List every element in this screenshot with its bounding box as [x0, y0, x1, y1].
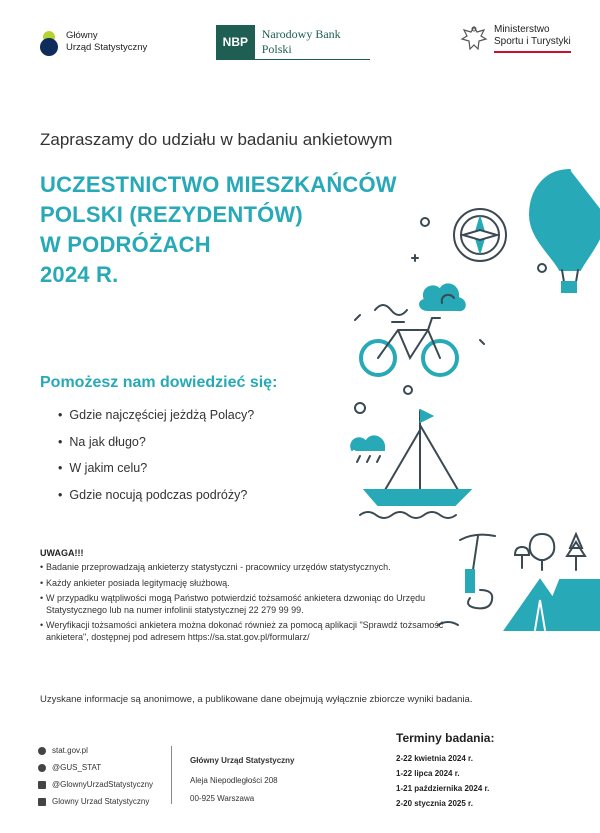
social-text: Glowny Urzad Statystyczny — [52, 797, 150, 806]
social-facebook[interactable] — [38, 776, 153, 793]
questions-list — [58, 402, 254, 508]
eagle-emblem-icon — [460, 24, 488, 54]
note-item: • W przypadku wątpliwości mogą Państwo potwierdzić tożsamość ankietera dzwoniąc do Urzędu Statystycznego lub na numer infolinii statystycznej 22 279 99 99. — [40, 593, 470, 616]
questions-heading: Pomożesz nam dowiedzieć się: — [40, 374, 278, 391]
survey-date: 2-20 stycznia 2025 r. — [396, 799, 473, 808]
social-links — [38, 742, 153, 810]
survey-dates — [396, 731, 494, 811]
title-line: 2024 R. — [40, 262, 119, 287]
gus-logo-icon — [38, 28, 60, 56]
question-item: • Gdzie nocują podczas podróży? — [58, 482, 254, 509]
note-item: • Weryfikacji tożsamości ankietera można dokonać również za pomocą aplikacji "Sprawdź tożsamość ankietera", dostępnej pod adresem https://sa.stat.gov.pl/formularz/ — [40, 620, 470, 643]
invite-text: Zapraszamy do udziału w badaniu ankietowym — [40, 130, 393, 149]
nbp-name: Narodowy Bank Polski — [261, 27, 341, 56]
survey-dates-heading: Terminy badania: — [396, 731, 495, 745]
rain-cloud-icon — [351, 436, 384, 462]
sailboat-icon — [360, 410, 470, 518]
social-linkedin[interactable] — [38, 793, 153, 810]
nbp-mark: NBP — [216, 25, 255, 59]
social-text: @GlownyUrzadStatystyczny — [52, 780, 154, 789]
trees-icon — [515, 534, 585, 570]
anonymity-statement: Uzyskane informacje są anonimowe, a publikowane dane obejmują wyłącznie zbiorcze wyniki badania. — [40, 694, 473, 705]
msit-line2: Sportu i Turystyki — [494, 36, 571, 47]
msit-logo — [460, 24, 571, 54]
survey-date: 2-22 kwietnia 2024 r. — [396, 754, 473, 763]
note-item: • Badanie przeprowadzają ankieterzy statystyczni - pracownicy urzędów statystycznych. — [40, 562, 470, 574]
social-text: @GUS_STAT — [52, 763, 102, 772]
question-item: • Gdzie najczęściej jeżdżą Polacy? — [58, 402, 254, 429]
title-line: UCZESTNICTWO MIESZKAŃCÓW — [40, 172, 397, 197]
survey-date: 1-22 lipca 2024 r. — [396, 769, 460, 778]
linkedin-icon — [38, 798, 46, 806]
address-street: Aleja Niepodległości 208 — [190, 776, 278, 785]
globe-icon — [38, 747, 46, 755]
social-text: stat.gov.pl — [52, 746, 88, 755]
gus-logo — [38, 28, 147, 56]
facebook-icon — [38, 781, 46, 789]
title-line: W PODRÓŻACH — [40, 232, 211, 257]
address-city: 00-925 Warszawa — [190, 794, 255, 803]
nbp-logo — [216, 25, 370, 60]
footer-divider — [171, 746, 172, 804]
gus-logo-line1: Główny — [66, 30, 98, 41]
address-name: Główny Urząd Statystyczny — [190, 756, 295, 765]
msit-line1: Ministerstwo — [494, 24, 550, 35]
social-website[interactable] — [38, 742, 153, 759]
gus-logo-line2: Urząd Statystyczny — [66, 42, 148, 53]
compass-icon — [454, 209, 506, 261]
survey-date: 1-21 października 2024 r. — [396, 784, 490, 793]
address-block — [190, 756, 294, 804]
tent-icon — [505, 580, 600, 630]
notes-list — [40, 562, 470, 647]
note-item: • Każdy ankieter posiada legitymację służbową. — [40, 578, 470, 590]
hot-air-balloon-icon — [530, 170, 600, 292]
question-item: • Na jak długo? — [58, 429, 254, 456]
bicycle-icon — [361, 318, 457, 375]
warning-heading: UWAGA!!! — [40, 548, 84, 558]
social-twitter[interactable] — [38, 759, 153, 776]
title-line: POLSKI (REZYDENTÓW) — [40, 202, 303, 227]
twitter-icon — [38, 764, 46, 772]
question-item: • W jakim celu? — [58, 455, 254, 482]
cloud-icon — [420, 284, 465, 310]
